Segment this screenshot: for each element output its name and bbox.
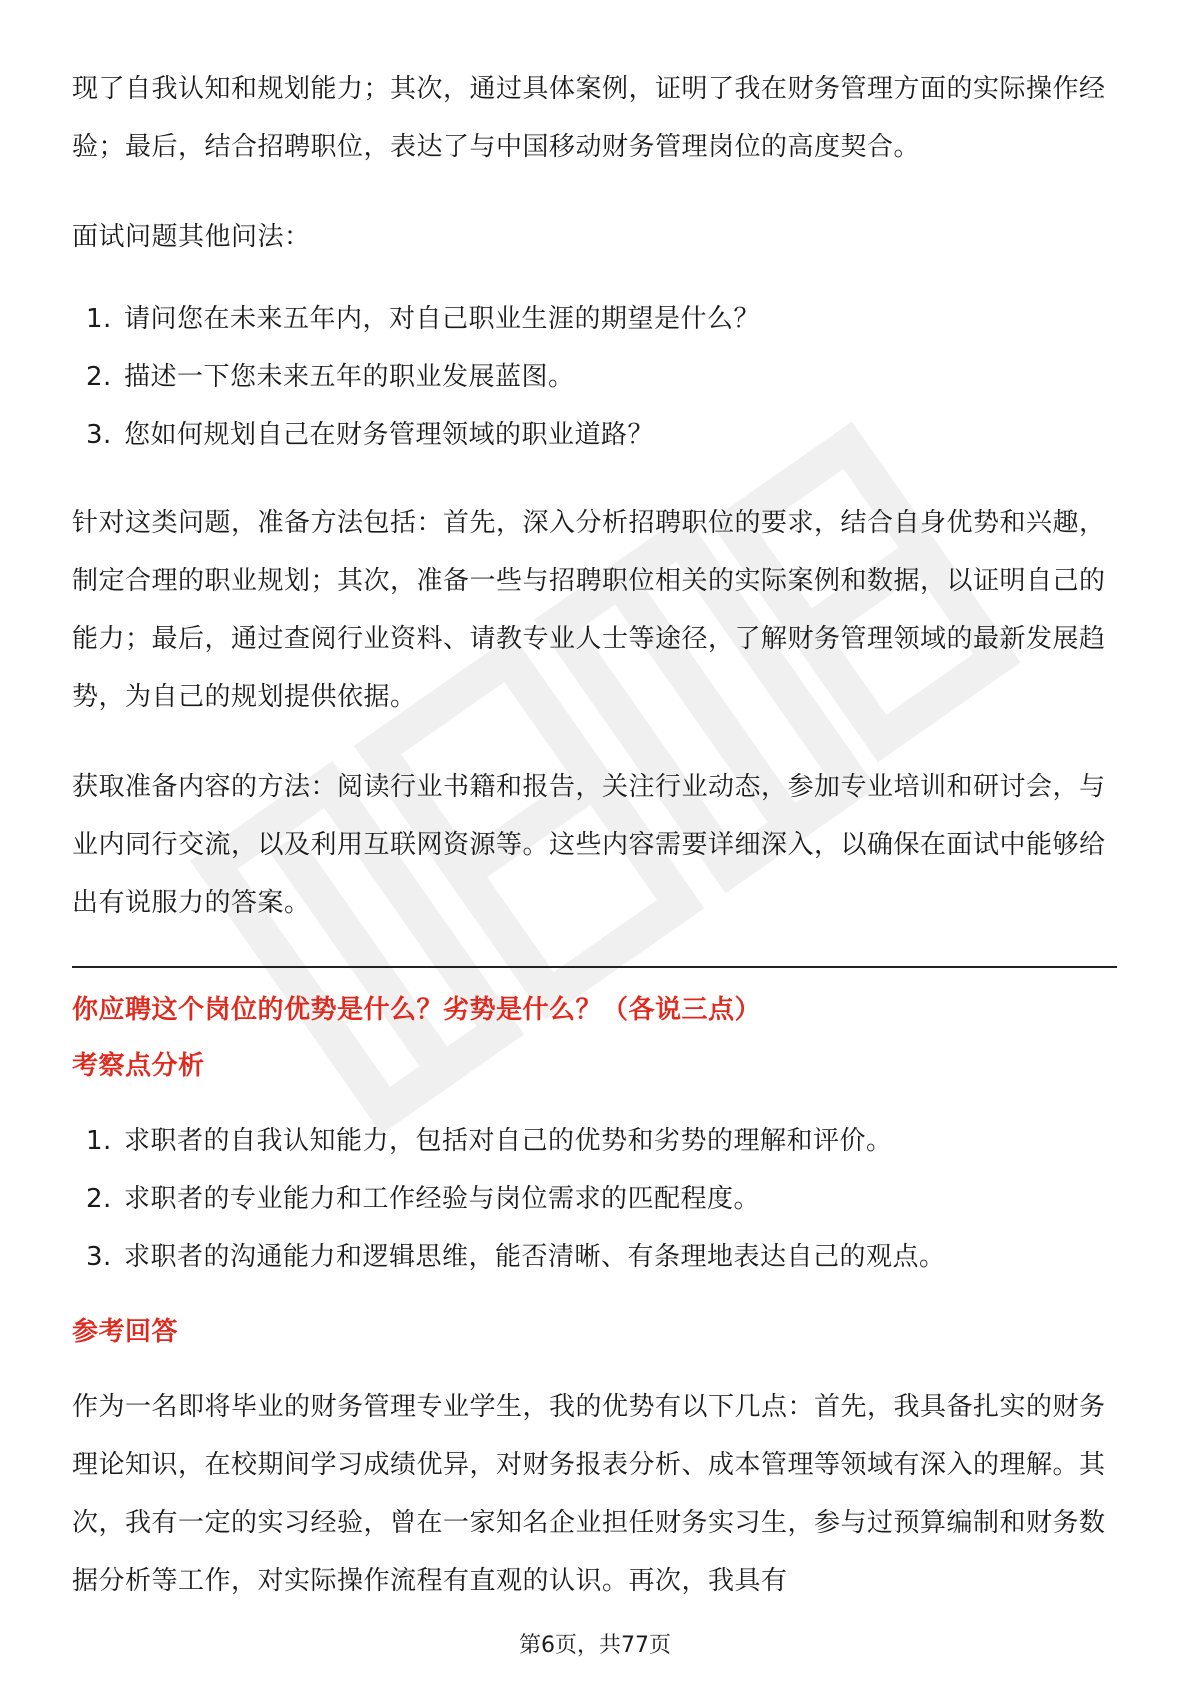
question-title: 你应聘这个岗位的优势是什么？劣势是什么？（各说三点）	[72, 995, 762, 1025]
analysis-points-list	[72, 1112, 1117, 1286]
analysis-title: 考察点分析	[72, 1051, 205, 1081]
answer-paragraph: 作为一名即将毕业的财务管理专业学生，我的优势有以下几点：首先，我具备扎实的财务理论知识，在校期间学习成绩优异，对财务报表分析、成本管理等领域有深入的理解。其次，我有一定的实习经验，曾在一家知名企业担任财务实习生，参与过预算编制和财务数据分析等工作，对实际操作流程有直观的认识。再次，我具有	[72, 1392, 1106, 1596]
list-item	[72, 1170, 1117, 1228]
preparation-paragraph: 针对这类问题，准备方法包括：首先，深入分析招聘职位的要求，结合自身优势和兴趣，制定合理的职业规划；其次，准备一些与招聘职位相关的实际案例和数据，以证明自己的能力；最后，通过查阅行业资料、请教专业人士等途径，了解财务管理领域的最新发展趋势，为自己的规划提供依据。	[72, 508, 1106, 712]
list-item-number: 1.	[86, 1126, 112, 1156]
list-item-number: 3.	[86, 1242, 112, 1272]
list-item-number: 2.	[86, 362, 112, 392]
list-item	[72, 348, 1117, 406]
document-body	[72, 60, 1117, 1610]
section-divider	[72, 966, 1117, 968]
list-item	[72, 1112, 1117, 1170]
list-item	[72, 1228, 1117, 1286]
list-item-text: 求职者的自我认知能力，包括对自己的优势和劣势的理解和评价。	[124, 1126, 893, 1156]
list-item	[72, 290, 1117, 348]
list-item-text: 求职者的专业能力和工作经验与岗位需求的匹配程度。	[124, 1184, 761, 1214]
list-item-number: 1.	[86, 304, 112, 334]
intro-paragraph: 现了自我认知和规划能力；其次，通过具体案例，证明了我在财务管理方面的实际操作经验；最后，结合招聘职位，表达了与中国移动财务管理岗位的高度契合。	[72, 74, 1106, 162]
answer-title: 参考回答	[72, 1317, 179, 1347]
content-sources-paragraph: 获取准备内容的方法：阅读行业书籍和报告，关注行业动态，参加专业培训和研讨会，与业内同行交流，以及利用互联网资源等。这些内容需要详细深入，以确保在面试中能够给出有说服力的答案。	[72, 772, 1106, 918]
other-ways-list	[72, 290, 1117, 464]
list-item-number: 3.	[86, 420, 112, 450]
list-item-text: 求职者的沟通能力和逻辑思维，能否清晰、有条理地表达自己的观点。	[124, 1242, 946, 1272]
list-item-text: 描述一下您未来五年的职业发展蓝图。	[124, 362, 575, 392]
list-item-number: 2.	[86, 1184, 112, 1214]
other-ways-label: 面试问题其他问法：	[72, 222, 311, 252]
list-item-text: 请问您在未来五年内，对自己职业生涯的期望是什么？	[124, 304, 761, 334]
page-number-footer: 第6页，共77页	[519, 1633, 671, 1658]
list-item-text: 您如何规划自己在财务管理领域的职业道路？	[124, 420, 655, 450]
list-item	[72, 406, 1117, 464]
